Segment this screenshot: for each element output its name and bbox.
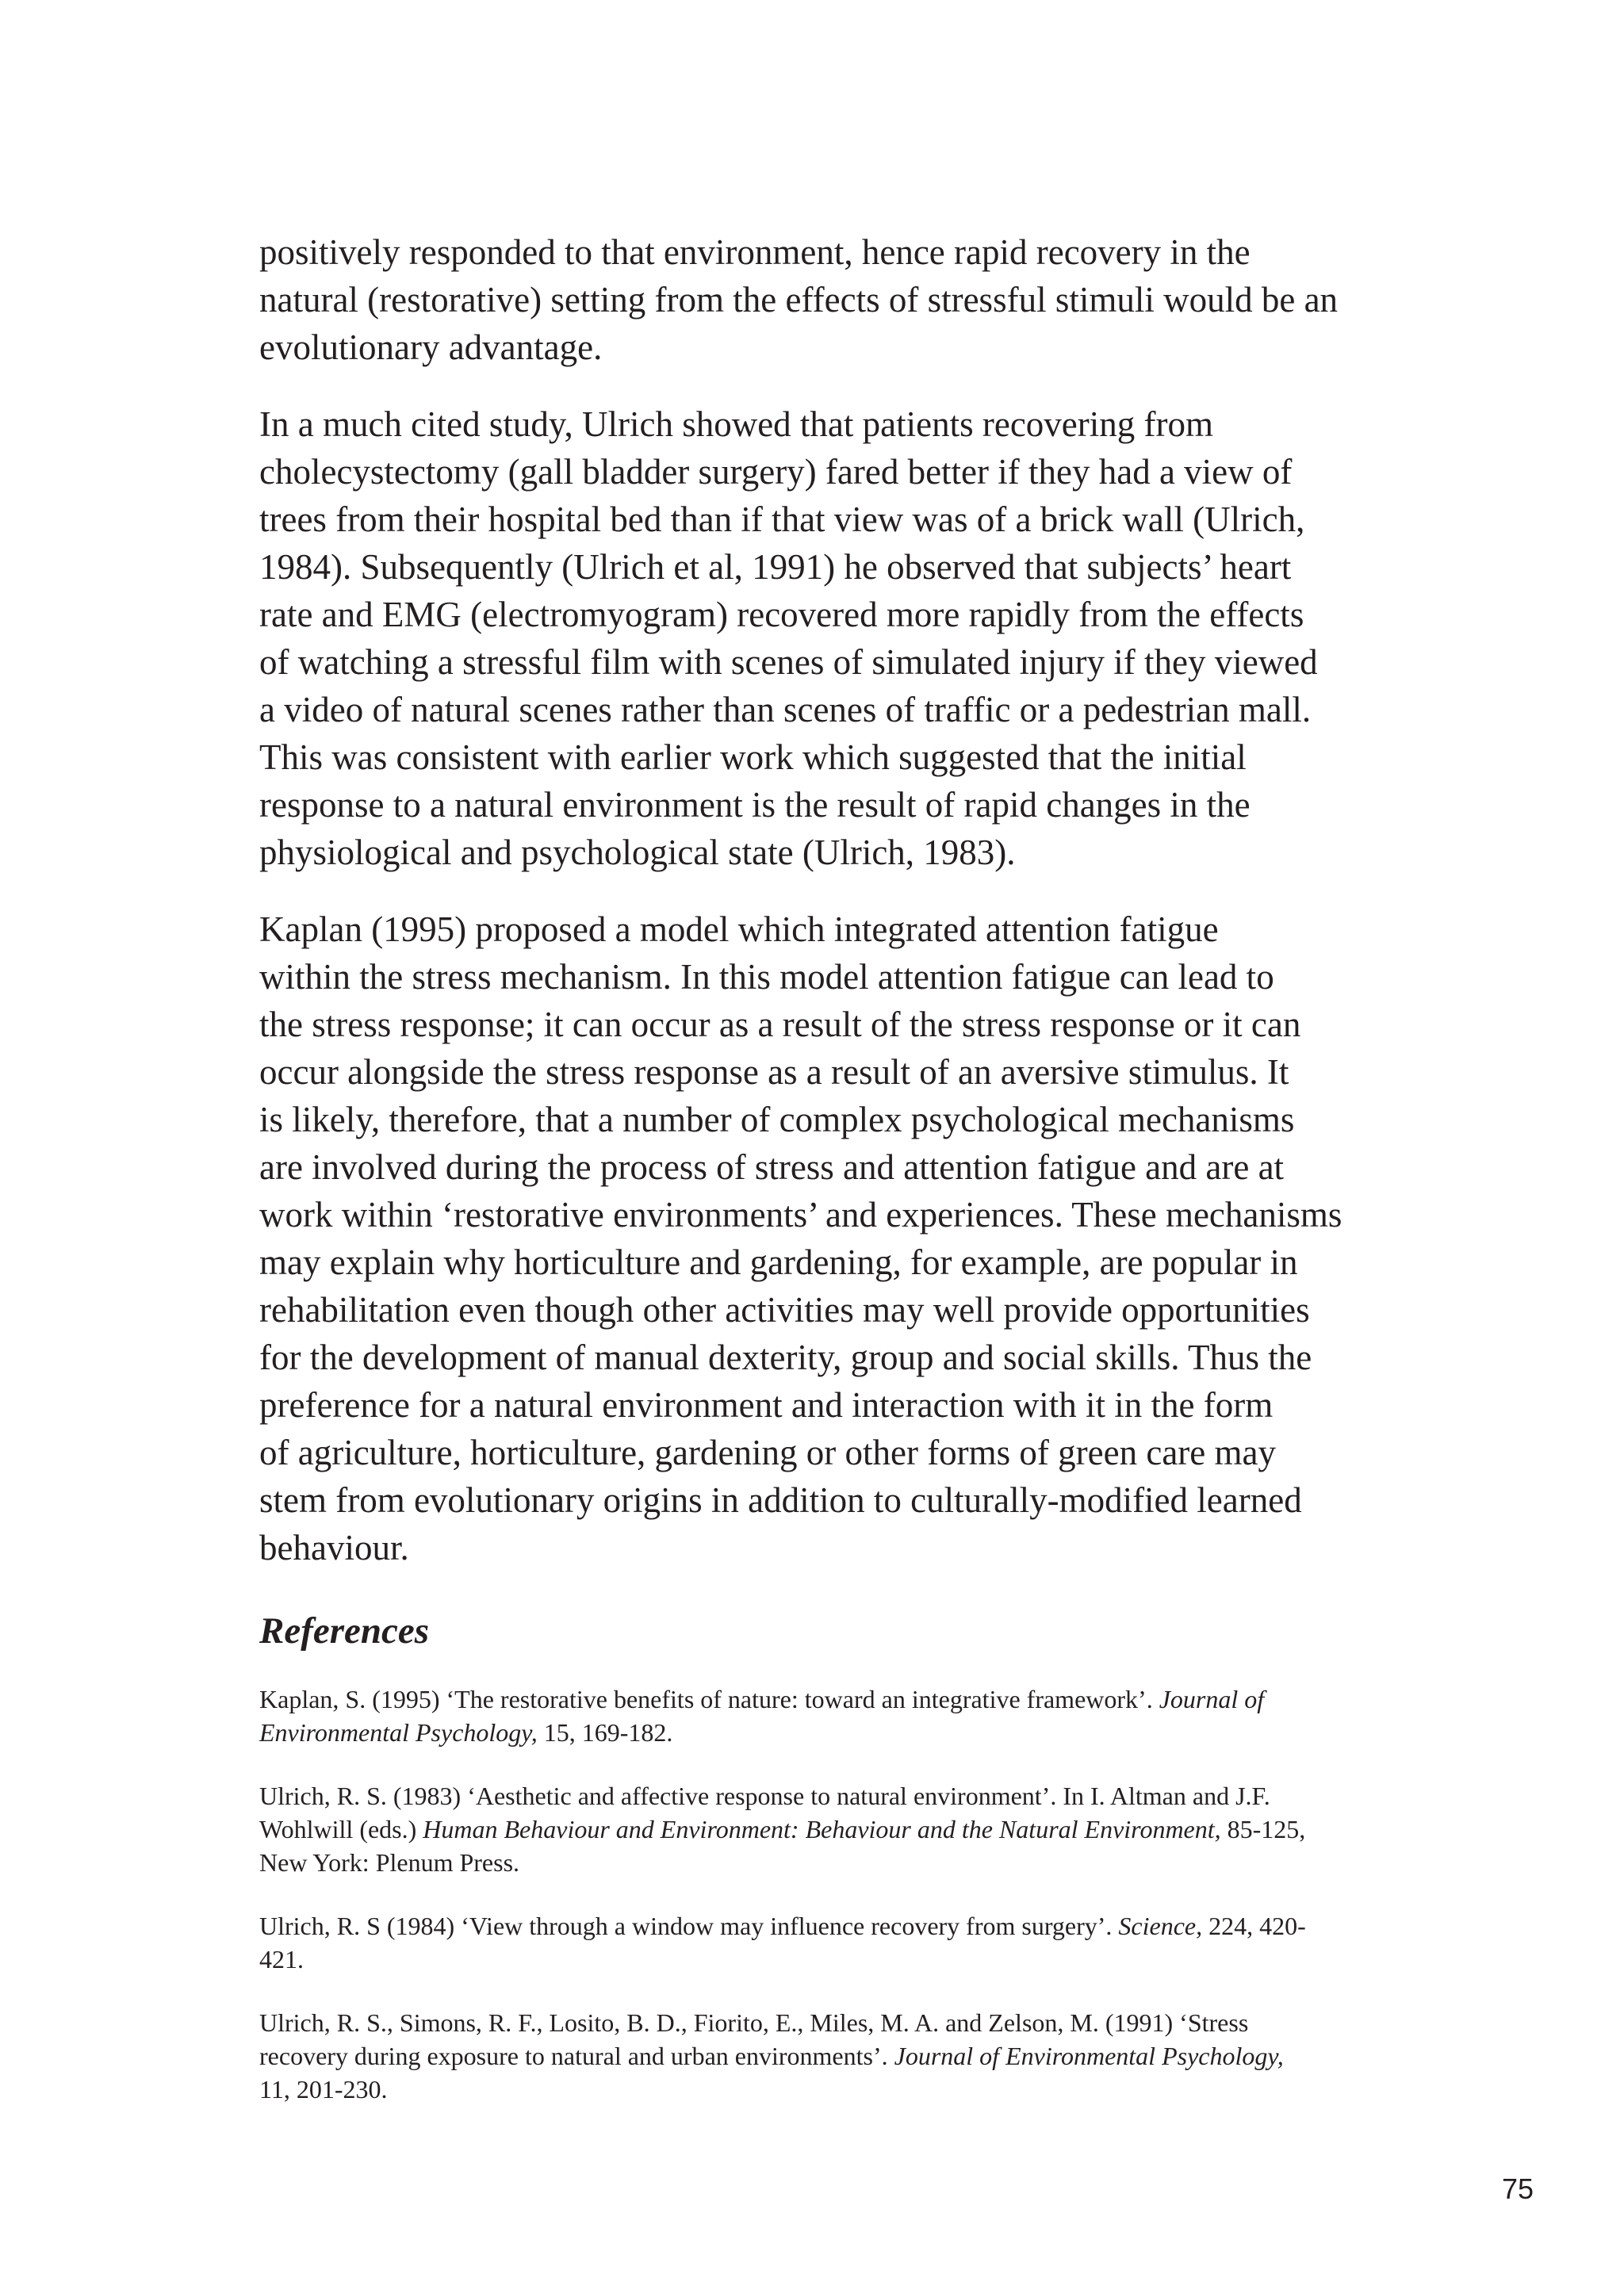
text-line: behaviour. xyxy=(259,1528,409,1568)
text-line: work within ‘restorative environments’ and experiences. These mechanisms xyxy=(259,1195,1342,1235)
reference-book-title: Human Behaviour and Environment: Behaviour and the Natural Environment, xyxy=(423,1815,1221,1843)
text-line: occur alongside the stress response as a result of an aversive stimulus. It xyxy=(259,1052,1289,1092)
reference-text: 85-125, xyxy=(1220,1815,1306,1843)
text-line: within the stress mechanism. In this model attention fatigue can lead to xyxy=(259,957,1274,997)
text-line: the stress response; it can occur as a result of the stress response or it can xyxy=(259,1005,1301,1044)
text-line: is likely, therefore, that a number of complex psychological mechanisms xyxy=(259,1100,1295,1139)
reference-line xyxy=(259,1716,1405,1749)
reference-text: recovery during exposure to natural and urban environments’. xyxy=(259,2042,894,2070)
reference-line xyxy=(259,1779,1405,1813)
text-line: evolutionary advantage. xyxy=(259,327,603,367)
text-line: of agriculture, horticulture, gardening or other forms of green care may xyxy=(259,1433,1276,1472)
reference-journal: Journal of Environmental Psychology, xyxy=(894,2042,1284,2070)
reference-line xyxy=(259,2006,1405,2039)
text-line: physiological and psychological state (Ulrich, 1983). xyxy=(259,833,1016,872)
reference-line xyxy=(259,1846,1405,1879)
page-number: 75 xyxy=(1501,2172,1534,2205)
text-line: preference for a natural environment and interaction with it in the form xyxy=(259,1385,1274,1425)
reference-line xyxy=(259,1943,1405,1976)
body-paragraph xyxy=(259,228,1405,371)
reference-text: Ulrich, R. S., Simons, R. F., Losito, B. D., Fiorito, E., Miles, M. A. and Zelson, M. (1991) ‘Stress xyxy=(259,2008,1249,2037)
text-line: 1984). Subsequently (Ulrich et al, 1991) he observed that subjects’ heart xyxy=(259,547,1292,587)
reference-line xyxy=(259,1813,1405,1846)
reference-text: New York: Plenum Press. xyxy=(259,1848,520,1877)
text-line: response to a natural environment is the result of rapid changes in the xyxy=(259,785,1251,825)
reference-line xyxy=(259,1682,1405,1716)
reference-text: 11, 201-230. xyxy=(259,2075,388,2104)
reference-text: Kaplan, S. (1995) ‘The restorative benefits of nature: toward an integrative framework’. xyxy=(259,1685,1159,1713)
text-line: for the development of manual dexterity, group and social skills. Thus the xyxy=(259,1338,1312,1377)
reference-text: 15, 169-182. xyxy=(537,1718,673,1747)
reference-entry-ulrich-1991 xyxy=(259,2006,1405,2106)
text-line: natural (restorative) setting from the effects of stressful stimuli would be an xyxy=(259,280,1339,320)
text-line: This was consistent with earlier work which suggested that the initial xyxy=(259,737,1247,777)
reference-text: 224, 420- xyxy=(1202,1912,1306,1940)
reference-line xyxy=(259,2039,1405,2073)
text-line: trees from their hospital bed than if that view was of a brick wall (Ulrich, xyxy=(259,500,1305,539)
reference-journal: Environmental Psychology, xyxy=(259,1718,538,1747)
text-line: a video of natural scenes rather than scenes of traffic or a pedestrian mall. xyxy=(259,690,1312,729)
reference-line xyxy=(259,2073,1405,2106)
references-heading: References xyxy=(259,1610,430,1652)
text-line: of watching a stressful film with scenes of simulated injury if they viewed xyxy=(259,642,1318,682)
text-line: are involved during the process of stress and attention fatigue and are at xyxy=(259,1147,1285,1187)
body-paragraph xyxy=(259,400,1405,876)
reference-entry-ulrich-1984 xyxy=(259,1909,1405,1976)
reference-text: Wohlwill (eds.) xyxy=(259,1815,423,1843)
text-line: In a much cited study, Ulrich showed that patients recovering from xyxy=(259,404,1213,444)
text-line: stem from evolutionary origins in addition to culturally-modified learned xyxy=(259,1480,1302,1520)
text-line: may explain why horticulture and gardening, for example, are popular in xyxy=(259,1242,1298,1282)
reference-text: Ulrich, R. S. (1983) ‘Aesthetic and affective response to natural environment’. In I. Altman and J.F. xyxy=(259,1782,1270,1810)
text-line: cholecystectomy (gall bladder surgery) fared better if they had a view of xyxy=(259,452,1293,492)
text-line: Kaplan (1995) proposed a model which integrated attention fatigue xyxy=(259,909,1219,949)
reference-journal: Journal of xyxy=(1159,1685,1265,1713)
reference-text: Ulrich, R. S (1984) ‘View through a window may influence recovery from surgery’. xyxy=(259,1912,1119,1940)
page-content xyxy=(259,228,1405,2136)
reference-entry-kaplan-1995 xyxy=(259,1682,1405,1749)
reference-journal: Science, xyxy=(1118,1912,1203,1940)
reference-entry-ulrich-1983 xyxy=(259,1779,1405,1879)
reference-line xyxy=(259,1909,1405,1943)
text-line: rehabilitation even though other activities may well provide opportunities xyxy=(259,1290,1310,1330)
text-line: positively responded to that environment, hence rapid recovery in the xyxy=(259,232,1251,272)
text-line: rate and EMG (electromyogram) recovered more rapidly from the effects xyxy=(259,595,1304,634)
body-paragraph xyxy=(259,905,1405,1571)
reference-text: 421. xyxy=(259,1945,304,1973)
